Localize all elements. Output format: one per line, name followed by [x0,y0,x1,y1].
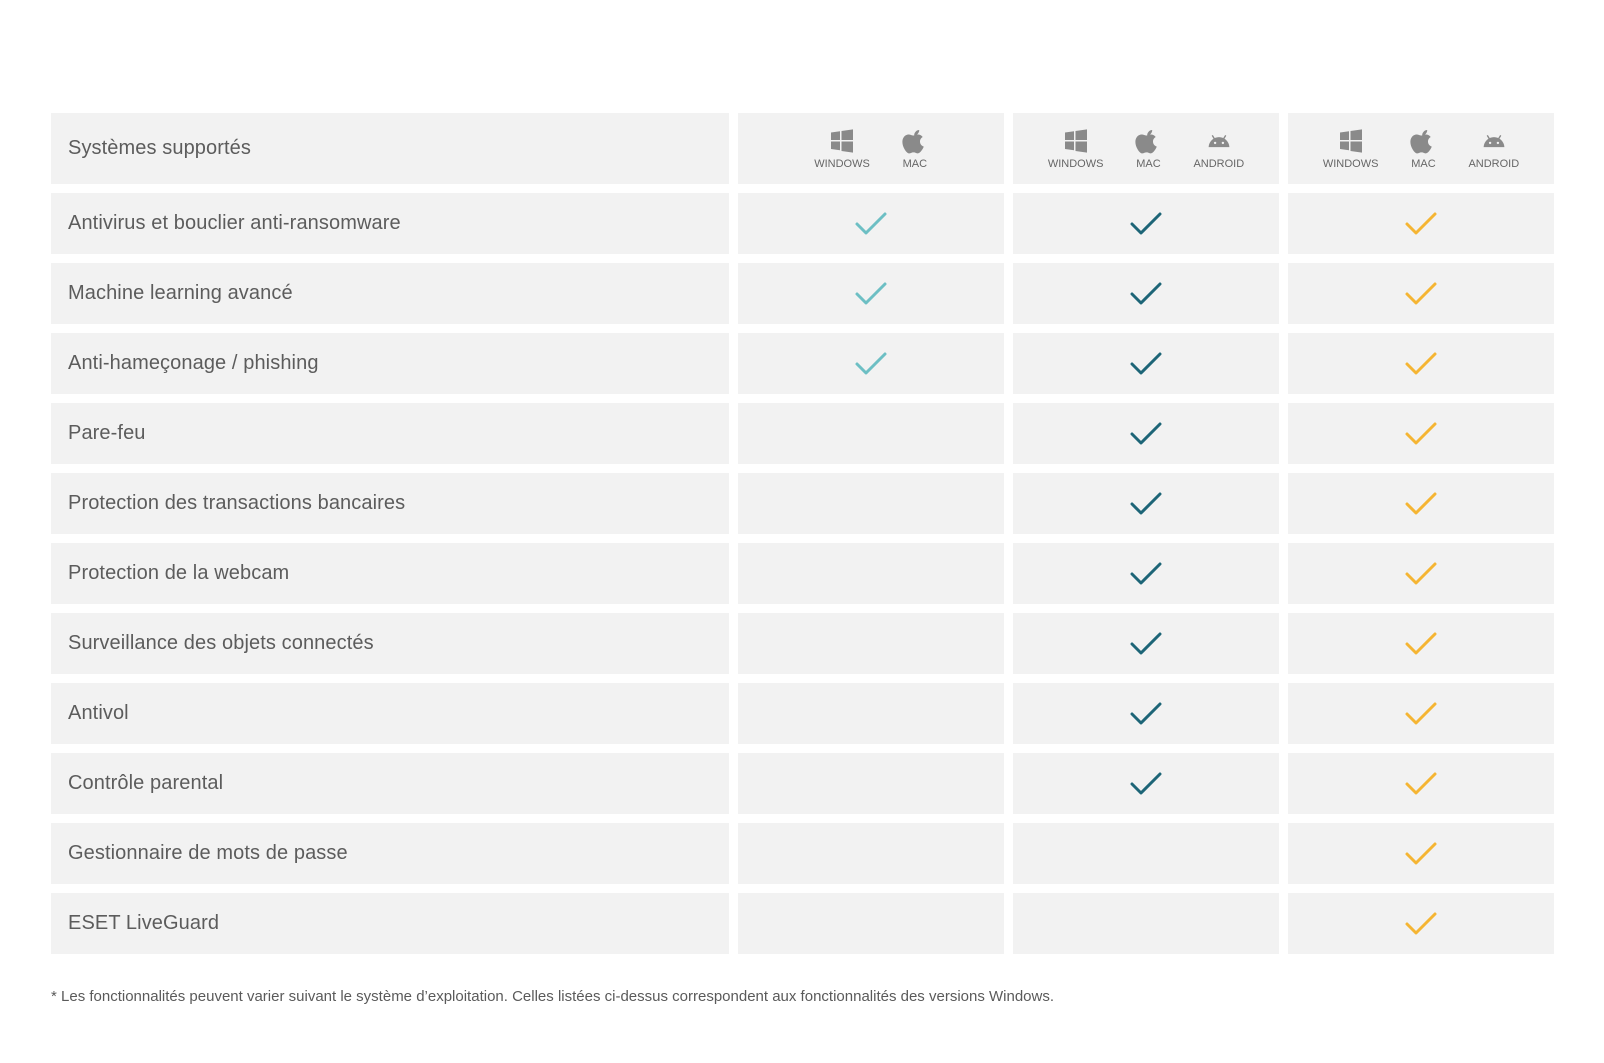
checkmark-icon [1129,349,1163,379]
feature-cell-column-1 [738,683,1004,744]
table-row [51,683,1555,744]
table-row [51,823,1555,884]
feature-label: ESET LiveGuard [51,893,729,954]
checkmark-icon [1404,559,1438,589]
checkmark-icon [1404,699,1438,729]
feature-cell-column-3 [1288,193,1554,254]
feature-cell-column-1 [738,473,1004,534]
checkmark-icon [1129,419,1163,449]
table-row [51,473,1555,534]
feature-cell-column-1 [738,543,1004,604]
os-android: ANDROID [1193,128,1244,170]
windows-icon [829,128,855,154]
checkmark-icon [854,209,888,239]
os-mac: MAC [1410,128,1436,170]
feature-cell-column-3 [1288,543,1554,604]
table-row [51,543,1555,604]
feature-cell-column-3 [1288,263,1554,324]
table-row [51,263,1555,324]
feature-cell-column-1 [738,753,1004,814]
feature-cell-column-3 [1288,683,1554,744]
feature-label: Contrôle parental [51,753,729,814]
feature-cell-column-1 [738,333,1004,394]
os-windows: WINDOWS [814,128,870,170]
checkmark-icon [1404,769,1438,799]
feature-cell-column-1 [738,823,1004,884]
checkmark-icon [1404,909,1438,939]
feature-cell-column-3 [1288,613,1554,674]
feature-cell-column-2 [1013,893,1279,954]
checkmark-icon [1404,839,1438,869]
android-icon [1206,128,1232,154]
checkmark-icon [1404,279,1438,309]
checkmark-icon [1404,489,1438,519]
feature-label: Surveillance des objets connectés [51,613,729,674]
feature-label: Protection de la webcam [51,543,729,604]
feature-cell-column-3 [1288,333,1554,394]
feature-label: Antivirus et bouclier anti-ransomware [51,193,729,254]
feature-label: Gestionnaire de mots de passe [51,823,729,884]
table-row [51,753,1555,814]
checkmark-icon [1129,699,1163,729]
feature-cell-column-2 [1013,333,1279,394]
header-column-2 [1013,113,1279,184]
apple-icon [1410,128,1436,154]
table-row [51,333,1555,394]
footnote: * Les fonctionnalités peuvent varier suivant le système d’exploitation. Celles listées ci-dessus correspondent aux fonctionnalités des versions Windows. [51,988,1055,1005]
feature-rows [51,193,1555,954]
feature-cell-column-1 [738,613,1004,674]
checkmark-icon [1129,629,1163,659]
header-row [51,113,1555,184]
feature-comparison-table [51,113,1555,963]
feature-label: Machine learning avancé [51,263,729,324]
table-row [51,613,1555,674]
feature-cell-column-2 [1013,263,1279,324]
feature-cell-column-3 [1288,473,1554,534]
apple-icon [1135,128,1161,154]
checkmark-icon [1129,279,1163,309]
checkmark-icon [1404,419,1438,449]
feature-cell-column-2 [1013,613,1279,674]
feature-cell-column-1 [738,403,1004,464]
feature-cell-column-3 [1288,823,1554,884]
android-icon [1481,128,1507,154]
feature-cell-column-2 [1013,473,1279,534]
feature-label: Antivol [51,683,729,744]
os-android: ANDROID [1468,128,1519,170]
checkmark-icon [854,279,888,309]
feature-cell-column-2 [1013,823,1279,884]
checkmark-icon [1129,769,1163,799]
feature-cell-column-1 [738,263,1004,324]
checkmark-icon [1404,349,1438,379]
feature-cell-column-2 [1013,403,1279,464]
checkmark-icon [1129,209,1163,239]
feature-cell-column-1 [738,193,1004,254]
table-row [51,403,1555,464]
checkmark-icon [1404,629,1438,659]
checkmark-icon [1129,489,1163,519]
windows-icon [1338,128,1364,154]
windows-icon [1063,128,1089,154]
header-column-1 [738,113,1004,184]
supported-systems-label: Systèmes supportés [51,113,729,184]
apple-icon [902,128,928,154]
feature-cell-column-2 [1013,193,1279,254]
feature-cell-column-3 [1288,893,1554,954]
checkmark-icon [1404,209,1438,239]
feature-cell-column-3 [1288,753,1554,814]
os-mac: MAC [1135,128,1161,170]
os-windows: WINDOWS [1323,128,1379,170]
os-windows: WINDOWS [1048,128,1104,170]
table-row [51,193,1555,254]
checkmark-icon [1129,559,1163,589]
feature-label: Pare-feu [51,403,729,464]
header-column-3 [1288,113,1554,184]
os-mac: MAC [902,128,928,170]
feature-cell-column-3 [1288,403,1554,464]
feature-cell-column-1 [738,893,1004,954]
checkmark-icon [854,349,888,379]
feature-label: Protection des transactions bancaires [51,473,729,534]
feature-cell-column-2 [1013,543,1279,604]
feature-label: Anti-hameçonage / phishing [51,333,729,394]
feature-cell-column-2 [1013,683,1279,744]
feature-cell-column-2 [1013,753,1279,814]
table-row [51,893,1555,954]
